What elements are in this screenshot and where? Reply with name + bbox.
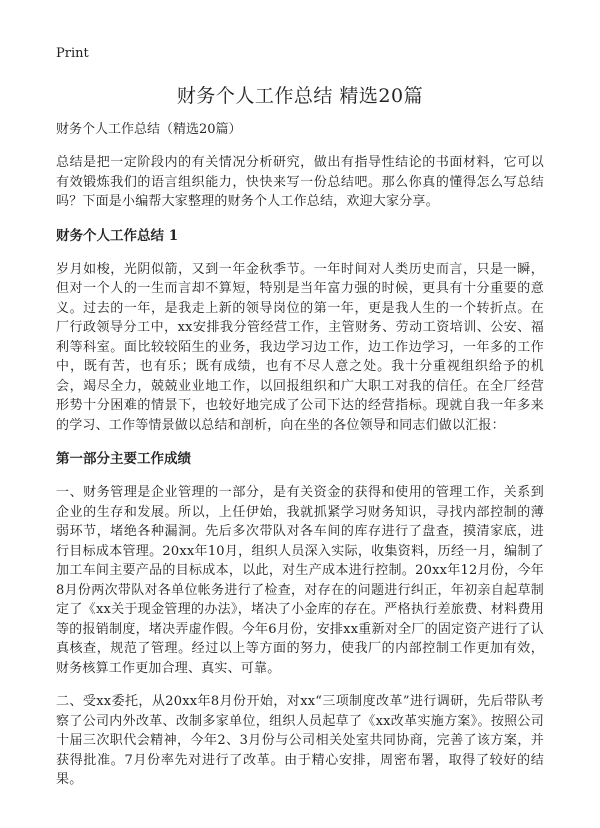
section2-heading: 第一部分主要工作成绩 [56,451,191,467]
print-link[interactable]: Print [56,46,89,61]
section2-paragraph-1: 一、财务管理是企业管理的一部分，是有关资金的获得和使用的管理工作，关系到企业的生存和发展。所以，上任伊始，我就抓紧学习财务知识，寻找内部控制的薄弱环节，堵绝各种漏洞。先后多次带队对各车间的库存进行了盘查，摸清家底，进行目标成本管理。20xx年10月，组织人员深入实际，收集资料，历经一月，编制了加工车间主要产品的目标成本，以此，对生产成本进行控制。20xx年12月份，今年8月份两次带队对各单位帐务进行了检查，对存在的问题进行纠正，年初亲自起草制定了《xx关于现金管理的办法》，堵决了小金库的存在。严格执行差旅费、材料费用等的报销制度，堵决弄虚作假。今年6月份，安排xx重新对全厂的固定资产进行了认真核查，规范了管理。经过以上等方面的努力，使我厂的内部控制工作更加有效，财务核算工作更加合理、真实、可靠。 [56,485,544,676]
section1-paragraph: 岁月如梭，光阴似箭，又到一年金秋季节。一年时间对人类历史而言，只是一瞬，但对一个人的一生而言却不算短，特别是当年富力强的时候，更具有十分重要的意义。过去的一年，是我走上新的领导岗位的第一年，更是我人生的一个转折点。在厂行政领导分工中，xx安排我分管经营工作，主管财务、劳动工资培训、公安、福利等科室。面比较较陌生的业务，我边学习边工作，边工作边学习，一年多的工作中，既有苦，也有乐；既有成绩，也有不尽人意之处。我十分重视组织给予的机会，竭尽全力，兢兢业业地工作，以回报组织和广大职工对我的信任。在全厂经营形势十分困难的情景下，也较好地完成了公司下达的经营指标。现就自我一年多来的学习、工作等情景做以总结和剖析，向在坐的各位领导和同志们做以汇报： [56,261,544,433]
intro-paragraph: 总结是把一定阶段内的有关情况分析研究，做出有指导性结论的书面材料，它可以有效锻炼我们的语言组织能力，快快来写一份总结吧。那么你真的懂得怎么写总结吗？下面是小编帮大家整理的财务个人工作总结，欢迎大家分享。 [56,155,544,209]
section1-heading: 财务个人工作总结 1 [56,227,179,244]
document-subtitle: 财务个人工作总结（精选20篇） [56,122,242,137]
section2-paragraph-2: 二、受xx委托，从20xx年8月份开始，对xx“三项制度改革”进行调研，先后带队考察了公司内外改革、改制多家单位，组织人员起草了《xx改革实施方案》。按照公司十届三次职代会精神，今年2、3月份与公司相关处室共同协商，完善了该方案，并获得批准。7月份率先对进行了改革。由于精心安排，周密布署，取得了较好的结果。 [56,694,544,787]
page-title: 财务个人工作总结 精选20篇 [176,85,424,107]
